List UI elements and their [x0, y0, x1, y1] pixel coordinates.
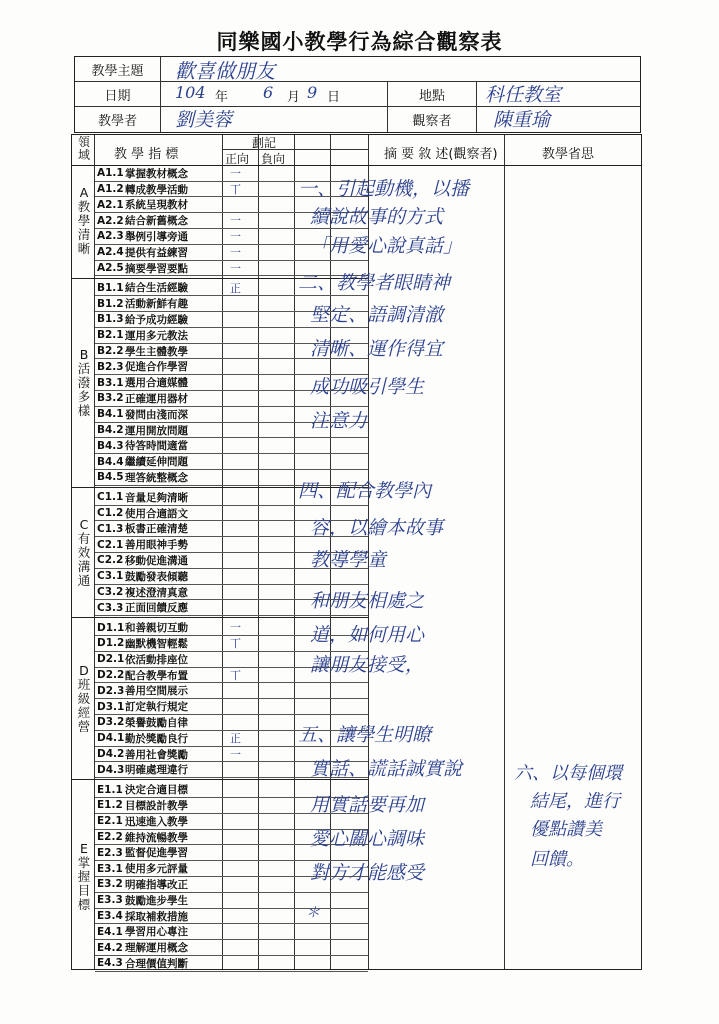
indicator-header: 教 學 指 標	[114, 147, 179, 162]
domain-label: B活潑多樣	[77, 347, 91, 419]
indicator-text: 合理價值判斷	[125, 957, 188, 970]
tally-mark: 丅	[230, 637, 241, 651]
indicator-text: 學習用心專注	[125, 926, 188, 939]
indicator-text: 給予成功經驗	[125, 313, 188, 326]
indicator-code: B4.3	[97, 439, 124, 452]
indicator-code: A2.2	[97, 214, 124, 227]
indicator-text: 活動新鮮有趣	[125, 298, 188, 311]
summary-note-line: 堅定、語調清澈	[310, 304, 444, 326]
indicator-code: C1.3	[97, 522, 124, 535]
teacher-row	[75, 107, 640, 132]
tally-mark: 一	[230, 230, 241, 244]
indicator-code: B2.2	[97, 345, 124, 358]
indicator-text: 幽默機智輕鬆	[125, 637, 188, 650]
date-year: 104	[175, 83, 206, 102]
theme-value: 歡喜做朋友	[175, 59, 275, 83]
indicator-text: 決定合適目標	[125, 784, 188, 797]
indicator-text: 明確處理違行	[125, 764, 188, 777]
indicator-code: A2.4	[97, 246, 124, 259]
indicator-text: 鼓勵進步學生	[125, 894, 188, 907]
indicator-code: A1.2	[97, 183, 124, 196]
indicator-text: 理解運用概念	[125, 942, 188, 955]
indicator-row	[95, 699, 368, 715]
positive-header: 正向	[225, 152, 250, 166]
summary-note-line: 「用愛心說真話」	[310, 235, 463, 257]
indicator-code: E4.3	[97, 957, 123, 970]
indicator-text: 善用眼神手勢	[125, 539, 188, 552]
indicator-code: D2.3	[97, 684, 125, 697]
tally-mark: 丅	[230, 182, 241, 196]
indicator-code: E1.1	[97, 783, 123, 796]
indicator-text: 正面回饋反應	[125, 602, 188, 615]
indicator-code: D3.2	[97, 716, 125, 729]
summary-note-line: 一、引起動機，以播	[298, 178, 470, 200]
indicator-text: 訂定執行規定	[125, 701, 188, 714]
reflection-note-line: 優點讚美	[530, 819, 602, 840]
indicator-code: C2.2	[97, 554, 124, 567]
indicator-code: B4.2	[97, 424, 124, 437]
indicator-text: 採取補救措施	[125, 910, 188, 923]
domain-label: E掌握目標	[77, 841, 91, 913]
summary-note-line: 二、教學者眼睛神	[298, 272, 451, 294]
indicator-code: B1.3	[97, 313, 124, 326]
indicator-code: B4.1	[97, 408, 124, 421]
indicator-code: E4.1	[97, 925, 123, 938]
indicator-code: B4.5	[97, 471, 124, 484]
summary-note-line: 四、配合教學內	[298, 480, 432, 502]
teacher-value: 劉美蓉	[175, 109, 233, 131]
domain-label: D班級經營	[77, 663, 91, 735]
indicator-code: E2.3	[97, 846, 123, 859]
indicator-row	[95, 940, 368, 956]
indicator-code: B1.2	[97, 297, 124, 310]
reflection-note-line: 六、以每個環	[514, 763, 622, 784]
date-day: 9	[307, 83, 318, 102]
indicator-text: 複述澄清真意	[125, 586, 188, 599]
indicator-row	[95, 893, 368, 909]
indicator-text: 待答時間適當	[125, 440, 188, 453]
indicator-text: 結合新舊概念	[125, 215, 188, 228]
observation-table	[71, 134, 642, 970]
indicator-row	[95, 684, 368, 700]
indicator-code: B1.1	[97, 281, 124, 294]
indicator-text: 掌握教材概念	[125, 167, 188, 180]
indicator-text: 鼓勵發表傾聽	[125, 570, 188, 583]
summary-note-line: 實話、謊話誠實說	[310, 758, 463, 780]
domain-header: 領域	[77, 135, 90, 162]
summary-note-line: ＊	[306, 905, 320, 921]
indicator-text: 板書正確清楚	[125, 523, 188, 536]
indicator-code: C3.3	[97, 601, 124, 614]
indicator-row	[95, 439, 368, 455]
reflection-note-line: 結尾，進行	[530, 791, 620, 812]
date-day-unit: 日	[327, 90, 341, 105]
date-month: 6	[263, 83, 274, 102]
form-title: 同樂國小教學行為綜合觀察表	[216, 30, 503, 54]
group-separator	[72, 617, 368, 618]
indicator-code: E3.3	[97, 894, 123, 907]
indicator-text: 系統呈現教材	[125, 199, 188, 212]
indicator-text: 迅速進入教學	[125, 815, 188, 828]
indicator-code: B4.4	[97, 455, 124, 468]
indicator-text: 結合生活經驗	[125, 282, 188, 295]
theme-row	[75, 57, 640, 82]
indicator-code: E3.4	[97, 910, 123, 923]
tally-mark: 一	[230, 747, 241, 761]
indicator-code: A2.5	[97, 262, 124, 275]
indicator-text: 運用開放問題	[125, 424, 188, 437]
summary-note-line: 道，如何用心	[310, 624, 425, 646]
indicator-text: 轉成教學活動	[125, 183, 188, 196]
indicator-code: D1.1	[97, 621, 125, 634]
header-table	[74, 56, 641, 133]
indicator-text: 繼續延伸問題	[125, 456, 188, 469]
negative-header: 負向	[261, 152, 286, 166]
indicator-text: 提供有益練習	[125, 246, 188, 259]
tally-mark: 正	[230, 732, 241, 745]
indicator-text: 舉例引導旁通	[125, 230, 188, 243]
indicator-code: B2.3	[97, 360, 124, 373]
theme-label: 教學主題	[75, 57, 161, 81]
indicator-code: E2.2	[97, 831, 123, 844]
summary-note-line: 五、讓學生明瞭	[298, 724, 432, 746]
summary-note-line: 和朋友相處之	[310, 590, 425, 612]
indicator-row	[95, 956, 368, 972]
indicator-row	[95, 569, 368, 585]
tally-header: 劃記	[252, 136, 277, 150]
indicator-text: 選用合適媒體	[125, 377, 188, 390]
indicator-text: 依活動排座位	[125, 653, 188, 666]
reflection-header: 教學省思	[542, 147, 595, 162]
indicator-code: C2.1	[97, 538, 124, 551]
indicator-text: 正確運用器材	[125, 392, 188, 405]
date-row	[75, 82, 640, 107]
indicator-text: 榮譽鼓勵自律	[125, 716, 188, 729]
indicator-code: D3.1	[97, 700, 125, 713]
indicator-code: D4.3	[97, 763, 125, 776]
indicator-code: C3.1	[97, 570, 124, 583]
indicator-code: C1.1	[97, 491, 124, 504]
indicator-code: B3.2	[97, 392, 124, 405]
indicator-code: A2.3	[97, 230, 124, 243]
date-year-unit: 年	[215, 90, 229, 105]
indicator-code: D2.1	[97, 653, 125, 666]
summary-note-line: 讓朋友接受，	[310, 654, 425, 676]
tally-mark: 一	[230, 246, 241, 259]
indicator-text: 移動促進溝通	[125, 554, 188, 567]
indicator-code: E3.2	[97, 878, 123, 891]
summary-note-line: 續說故事的方式	[310, 206, 444, 228]
summary-note-line: 用實話要再加	[310, 794, 425, 816]
indicator-code: C3.2	[97, 586, 124, 599]
indicator-code: E4.2	[97, 941, 123, 954]
observer-value: 陳重瑜	[493, 109, 551, 131]
indicator-text: 善用社會獎勵	[125, 748, 188, 761]
domain-label: C有效溝通	[77, 517, 91, 589]
indicator-code: D4.2	[97, 748, 125, 761]
indicator-code: D2.2	[97, 669, 125, 682]
tally-mark: 一	[230, 167, 241, 180]
observer-label: 觀察者	[387, 107, 477, 132]
place-label: 地點	[387, 82, 477, 106]
tally-mark: 一	[230, 621, 241, 635]
indicator-code: E3.1	[97, 862, 123, 875]
summary-header: 摘 要 敘 述(觀察者)	[384, 147, 498, 162]
tally-mark: 正	[230, 281, 241, 295]
indicator-code: E1.2	[97, 799, 123, 812]
indicator-text: 監督促進學習	[125, 847, 188, 860]
date-month-unit: 月	[287, 90, 301, 105]
indicator-row	[95, 925, 368, 941]
indicator-code: B2.1	[97, 329, 124, 342]
indicator-text: 發問由淺而深	[125, 408, 188, 421]
tally-mark: 丅	[230, 668, 241, 682]
indicator-text: 摘要學習要點	[125, 262, 188, 275]
summary-note-line: 教導學童	[310, 549, 387, 571]
summary-note-line: 注意力	[310, 410, 368, 432]
indicator-text: 勤於獎勵良行	[125, 732, 188, 745]
indicator-text: 和善親切互動	[125, 622, 188, 635]
indicator-code: E2.1	[97, 815, 123, 828]
teacher-label: 教學者	[75, 107, 161, 132]
indicator-code: D1.2	[97, 637, 125, 650]
summary-note-line: 容，以繪本故事	[310, 517, 444, 539]
indicator-text: 學生主體教學	[125, 345, 188, 358]
domain-label: A教學清晰	[77, 185, 91, 257]
indicator-text: 善用空間展示	[125, 685, 188, 698]
date-label: 日期	[75, 82, 161, 106]
indicator-text: 運用多元教法	[125, 329, 188, 342]
indicator-code: B3.1	[97, 376, 124, 389]
indicator-code: D4.1	[97, 732, 125, 745]
reflection-note-line: 回饋。	[530, 849, 584, 870]
indicator-code: A2.1	[97, 198, 124, 211]
summary-note-line: 清晰、運作得宜	[310, 338, 444, 360]
indicator-text: 使用合適語文	[125, 507, 188, 520]
indicator-text: 音量足夠清晰	[125, 491, 188, 504]
place-value: 科任教室	[485, 84, 562, 106]
summary-note-line: 對方才能感受	[310, 862, 425, 884]
indicator-row	[95, 454, 368, 470]
tally-mark: 一	[230, 214, 241, 228]
indicator-text: 維持流暢教學	[125, 831, 188, 844]
summary-note-line: 愛心關心調味	[310, 828, 425, 850]
indicator-text: 理答統整概念	[125, 471, 188, 484]
indicator-code: A1.1	[97, 167, 124, 180]
indicator-row	[95, 909, 368, 925]
tally-mark: 一	[230, 261, 241, 275]
indicator-text: 配合教學布置	[125, 669, 188, 682]
indicator-text: 使用多元評量	[125, 863, 188, 876]
indicator-row	[95, 360, 368, 376]
indicator-code: C1.2	[97, 507, 124, 520]
indicator-text: 明確指導改正	[125, 878, 188, 891]
indicator-text: 目標設計教學	[125, 799, 188, 812]
indicator-text: 促進合作學習	[125, 361, 188, 374]
summary-note-line: 成功吸引學生	[310, 376, 425, 398]
